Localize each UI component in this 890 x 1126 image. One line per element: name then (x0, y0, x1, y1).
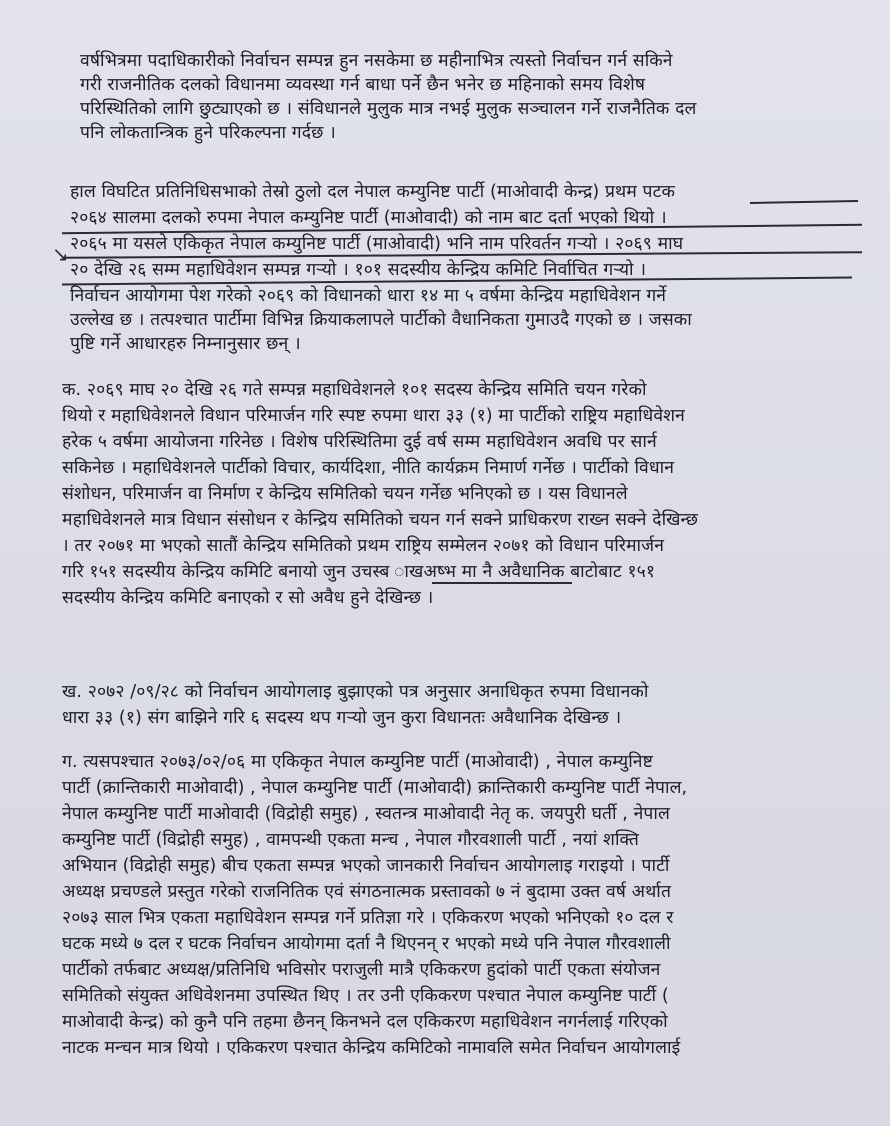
text-line: गरि १५१ सदस्यीय केन्द्रिय कमिटि बनायो जुन उचस्ब ाखअष्भ मा नै अवैधानिक बाटोबाट १५१ (62, 562, 656, 582)
text-line: वर्षभित्रमा पदाधिकारीको निर्वाचन सम्पन्न हुन नसकेमा छ महीनाभित्र त्यस्तो निर्वाचन गर्न सकिने (80, 51, 673, 71)
text-line: अभियान (विद्रोही समुह) बीच एकता सम्पन्न भएको जानकारी निर्वाचन आयोगलाइ गराइयो । पार्टी (62, 856, 670, 876)
text-line: हाल विघटित प्रतिनिधिसभाको तेस्रो ठुलो दल नेपाल कम्युनिष्ट पार्टी (माओवादी केन्द्र) प्रथम पटक (70, 182, 676, 202)
text-line: धारा ३३ (१) संग बाझिने गरि ६ सदस्य थप गर्‍यो जुन कुरा विधानतः अवैधानिक देखिन्छ । (62, 708, 622, 728)
text-line: पार्टीको तर्फबाट अध्यक्ष/प्रतिनिधि भविसोर पराजुली मात्रै एकिकरण हुदांको पार्टी एकता संयोजन (62, 960, 661, 980)
text-line: नाटक मन्चन मात्र थियो । एकिकरण पश्चात केन्द्रिय कमिटिको नामावलि समेत निर्वाचन आयोगलाई (62, 1038, 681, 1058)
text-line: निर्वाचन आयोगमा पेश गरेको २०६९ को विधानको धारा १४ मा ५ वर्षमा केन्द्रिय महाधिवेशन गर्ने (70, 286, 667, 306)
text-line: महाधिवेशनले मात्र विधान संसोधन र केन्द्रिय समितिको चयन गर्न सक्ने प्राधिकरण राख्न सक्ने देखिन्छ (62, 510, 699, 530)
text-line: २०६४ सालमा दलको रुपमा नेपाल कम्युनिष्ट पार्टी (माओवादी) को नाम बाट दर्ता भएको थियो । (70, 208, 667, 228)
text-line: नेपाल कम्युनिष्ट पार्टी माओवादी (विद्रोही समुह) , स्वतन्त्र माओवादी नेतृ क. जयपुरी घर्ती , नेपाल (62, 804, 670, 824)
text-line: कम्युनिष्ट पार्टी (विद्रोही समुह) , वामपन्थी एकता मन्च , नेपाल गौरवशाली पार्टी , नयां शक्ति (62, 830, 639, 850)
text-line: २०६५ मा यसले एकिकृत नेपाल कम्युनिष्ट पार्टी (माओवादी) भनि नाम परिवर्तन गर्‍यो । २०६९ माघ (70, 234, 684, 254)
text-line: २० देखि २६ सम्म महाधिवेशन सम्पन्न गर्‍यो । १०१ सदस्यीय केन्द्रिय कमिटि निर्वाचित गर्‍यो । (70, 260, 647, 280)
text-line: ख. २०७२ /०९/२८ को निर्वाचन आयोगलाइ बुझाएको पत्र अनुसार अनाधिकृत रुपमा विधानको (62, 682, 649, 702)
text-line: हरेक ५ वर्षमा आयोजना गरिनेछ । विशेष परिस्थितिमा दुई वर्ष सम्म महाधिवेशन अवधि पर सार्न (62, 432, 657, 452)
text-line: सदस्यीय केन्द्रिय कमिटि बनाएको र सो अवैध हुने देखिन्छ । (62, 588, 434, 608)
text-line: सकिनेछ । महाधिवेशनले पार्टीको विचार, कार्यदिशा, नीति कार्यक्रम निमार्ण गर्नेछ । पार्टीको विधान (62, 458, 675, 478)
text-line: अध्यक्ष प्रचण्डले प्रस्तुत गरेको राजनितिक एवं संगठनात्मक प्रस्तावको ७ नं बुदामा उक्त वर्ष अर्थात (62, 882, 672, 902)
text-line: संशोधन, परिमार्जन वा निर्माण र केन्द्रिय समितिको चयन गर्नेछ भनिएको छ । यस विधानले (62, 484, 628, 504)
text-line: पुष्टि गर्ने आधारहरु निम्नानुसार छन् । (70, 334, 301, 354)
text-line: परिस्थितिको लागि छुट्याएको छ । संविधानले मुलुक मात्र नभई मुलुक सञ्चालन गर्ने राजनैतिक दल (80, 99, 697, 119)
text-line: । तर २०७१ मा भएको सातौं केन्द्रिय समितिको प्रथम राष्ट्रिय सम्मेलन २०७१ को विधान परिमार्जन (62, 536, 665, 556)
text-line: क. २०६९ माघ २० देखि २६ गते सम्पन्न महाधिवेशनले १०१ सदस्य केन्द्रिय समिति चयन गरेको (62, 380, 647, 400)
text-line: २०७३ साल भित्र एकता महाधिवेशन सम्पन्न गर्ने प्रतिज्ञा गरे । एकिकरण भएको भनिएको १० दल र (62, 908, 674, 928)
text-line: ग. त्यसपश्चात २०७३/०२/०६ मा एकिकृत नेपाल कम्युनिष्ट पार्टी (माओवादी) , नेपाल कम्युनिष्ट (62, 752, 653, 772)
text-line: उल्लेख छ । तत्पश्चात पार्टीमा विभिन्न क्रियाकलापले पार्टीको वैधानिकता गुमाउदै गएको छ । जसका (70, 310, 692, 330)
text-line: माओवादी केन्द्र) को कुनै पनि तहमा छैनन् किनभने दल एकिकरण महाधिवेशन नगर्नलाई गरिएको (62, 1012, 668, 1032)
text-line: समितिको संयुक्त अधिवेशनमा उपस्थित थिए । तर उनी एकिकरण पश्चात नेपाल कम्युनिष्ट पार्टी ( (62, 986, 669, 1006)
text-line: पनि लोकतान्त्रिक हुने परिकल्पना गर्दछ । (80, 123, 336, 143)
text-line: थियो र महाधिवेशनले विधान परिमार्जन गरि स्पष्ट रुपमा धारा ३३ (१) मा पार्टीको राष्ट्रिय महाधिवेशन (62, 406, 685, 426)
text-line: गरी राजनीतिक दलको विधानमा व्यवस्था गर्न बाधा पर्ने छैन भनेर छ महिनाको समय विशेष (80, 75, 646, 95)
pen-underline (432, 582, 572, 584)
pen-arrow-mark: ↘ (52, 242, 69, 266)
pen-underline (750, 200, 858, 204)
text-line: पार्टी (क्रान्तिकारी माओवादी) , नेपाल कम्युनिष्ट पार्टी (माओवादी) क्रान्तिकारी कम्युनिष्ट पार्टी नेपाल, (62, 778, 688, 798)
text-line: घटक मध्ये ७ दल र घटक निर्वाचन आयोगमा दर्ता नै थिएनन् र भएको मध्ये पनि नेपाल गौरवशाली (62, 934, 671, 954)
